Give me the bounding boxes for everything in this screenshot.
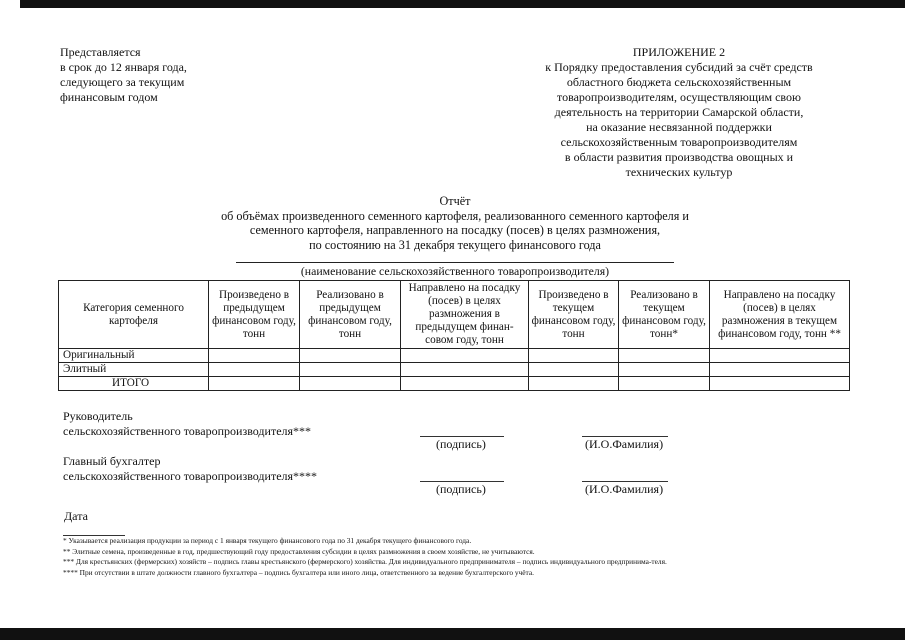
report-line: по состоянию на 31 декабря текущего финансового года <box>309 237 601 252</box>
table-row <box>59 363 850 377</box>
table-row <box>59 349 850 363</box>
row-category: Оригинальный <box>59 349 209 363</box>
table-row-total <box>59 377 850 391</box>
date-label: Дата <box>64 509 88 523</box>
table-cell[interactable] <box>529 377 619 391</box>
table-cell[interactable] <box>401 363 529 377</box>
header-sold-prev: Реализовано в предыдущем финансовом году, тонн <box>300 281 401 349</box>
table-cell[interactable] <box>209 377 300 391</box>
header-planted-prev: Направлено на посадку (посев) в целях размножения в предыдущем финан-совом году, тонн <box>401 281 529 349</box>
accountant-title-line1: Главный бухгалтер <box>63 454 161 468</box>
footnote: * Указывается реализация продукции за период с 1 января текущего финансового года по 31 декабря текущего финансового года. <box>63 536 472 545</box>
appendix-heading <box>526 45 832 180</box>
row-category-total: ИТОГО <box>59 377 209 391</box>
table-cell[interactable] <box>300 349 401 363</box>
table-cell[interactable] <box>529 349 619 363</box>
report-line: семенного картофеля, направленного на посадку (посев) в целях размножения, <box>249 223 661 237</box>
head-title-line1: Руководитель <box>63 409 133 423</box>
head-title-line2: сельскохозяйственного товаропроизводителя*** <box>63 424 312 438</box>
note-line: финансовым годом <box>60 90 158 104</box>
note-line: следующего за текущим <box>60 75 185 89</box>
appendix-line: товаропроизводителям, осуществляющим свою <box>557 90 801 104</box>
seed-potato-report-table <box>58 280 850 391</box>
head-sign-caption: (подпись) <box>436 437 486 451</box>
head-name-caption: (И.О.Фамилия) <box>585 437 664 451</box>
submission-deadline-note <box>60 45 187 105</box>
report-title: Отчёт <box>439 194 471 208</box>
appendix-line: деятельность на территории Самарской области, <box>554 105 804 119</box>
footnote: **** При отсутствии в штате должности главного бухгалтера – подпись бухгалтера или иного лица, ответственного за ведение бухгалтерского учёта. <box>63 567 535 577</box>
accountant-name-caption: (И.О.Фамилия) <box>585 482 664 496</box>
appendix-title: ПРИЛОЖЕНИЕ 2 <box>632 45 726 59</box>
appendix-line: сельскохозяйственным товаропроизводителям <box>560 135 798 149</box>
accountant-title-line2: сельскохозяйственного товаропроизводителя**** <box>63 469 318 483</box>
table-cell[interactable] <box>619 349 710 363</box>
row-category: Элитный <box>59 363 209 377</box>
appendix-line: на оказание несвязанной поддержки <box>586 120 772 134</box>
note-line: в срок до 12 января года, <box>60 60 187 74</box>
accountant-signature-title <box>63 454 317 484</box>
scan-top-border <box>20 0 905 8</box>
header-sold-current: Реализовано в текущем финансовом году, тонн* <box>619 281 710 349</box>
producer-caption: (наименование сельскохозяйственного товаропроизводителя) <box>300 264 610 278</box>
table-cell[interactable] <box>300 363 401 377</box>
table-cell[interactable] <box>710 377 850 391</box>
appendix-line: в области развития производства овощных и <box>564 150 794 164</box>
appendix-line: областного бюджета сельскохозяйственным <box>566 75 792 89</box>
header-category: Категория семенного картофеля <box>59 281 209 349</box>
table-cell[interactable] <box>710 363 850 377</box>
footnotes <box>63 536 853 578</box>
appendix-line: к Порядку предоставления субсидий за счёт средств <box>545 60 813 74</box>
scan-bottom-border <box>0 628 905 640</box>
appendix-line: технических культур <box>625 165 733 179</box>
table-cell[interactable] <box>401 349 529 363</box>
producer-name-field[interactable] <box>236 262 674 278</box>
table-header-row <box>59 281 850 349</box>
header-produced-prev: Произведено в предыдущем финансовом году, тонн <box>209 281 300 349</box>
footnote: ** Элитные семена, произведенные в год, предшествующий году предоставления субсидии в целях размножения в своем хозяйстве, не учитываются. <box>63 546 535 556</box>
report-line: об объёмах произведенного семенного картофеля, реализованного семенного картофеля и <box>221 208 689 223</box>
table-cell[interactable] <box>529 363 619 377</box>
report-heading <box>150 194 760 252</box>
table-cell[interactable] <box>209 349 300 363</box>
table-cell[interactable] <box>300 377 401 391</box>
header-produced-current: Произведено в текущем финансовом году, тонн <box>529 281 619 349</box>
table-cell[interactable] <box>209 363 300 377</box>
table-cell[interactable] <box>619 377 710 391</box>
note-line: Представляется <box>60 45 141 59</box>
footnote: *** Для крестьянских (фермерских) хозяйств – подпись главы крестьянского (фермерского) хозяйства. Для индивидуального предпринимателя – подпись индивидуального предпринима-теля. <box>63 557 667 567</box>
head-signature-title <box>63 409 311 439</box>
header-planted-current: Направлено на посадку (посев) в целях размножения в текущем финансовом году, тонн ** <box>710 281 850 349</box>
table-cell[interactable] <box>710 349 850 363</box>
accountant-sign-caption: (подпись) <box>436 482 486 496</box>
table-cell[interactable] <box>619 363 710 377</box>
table-cell[interactable] <box>401 377 529 391</box>
